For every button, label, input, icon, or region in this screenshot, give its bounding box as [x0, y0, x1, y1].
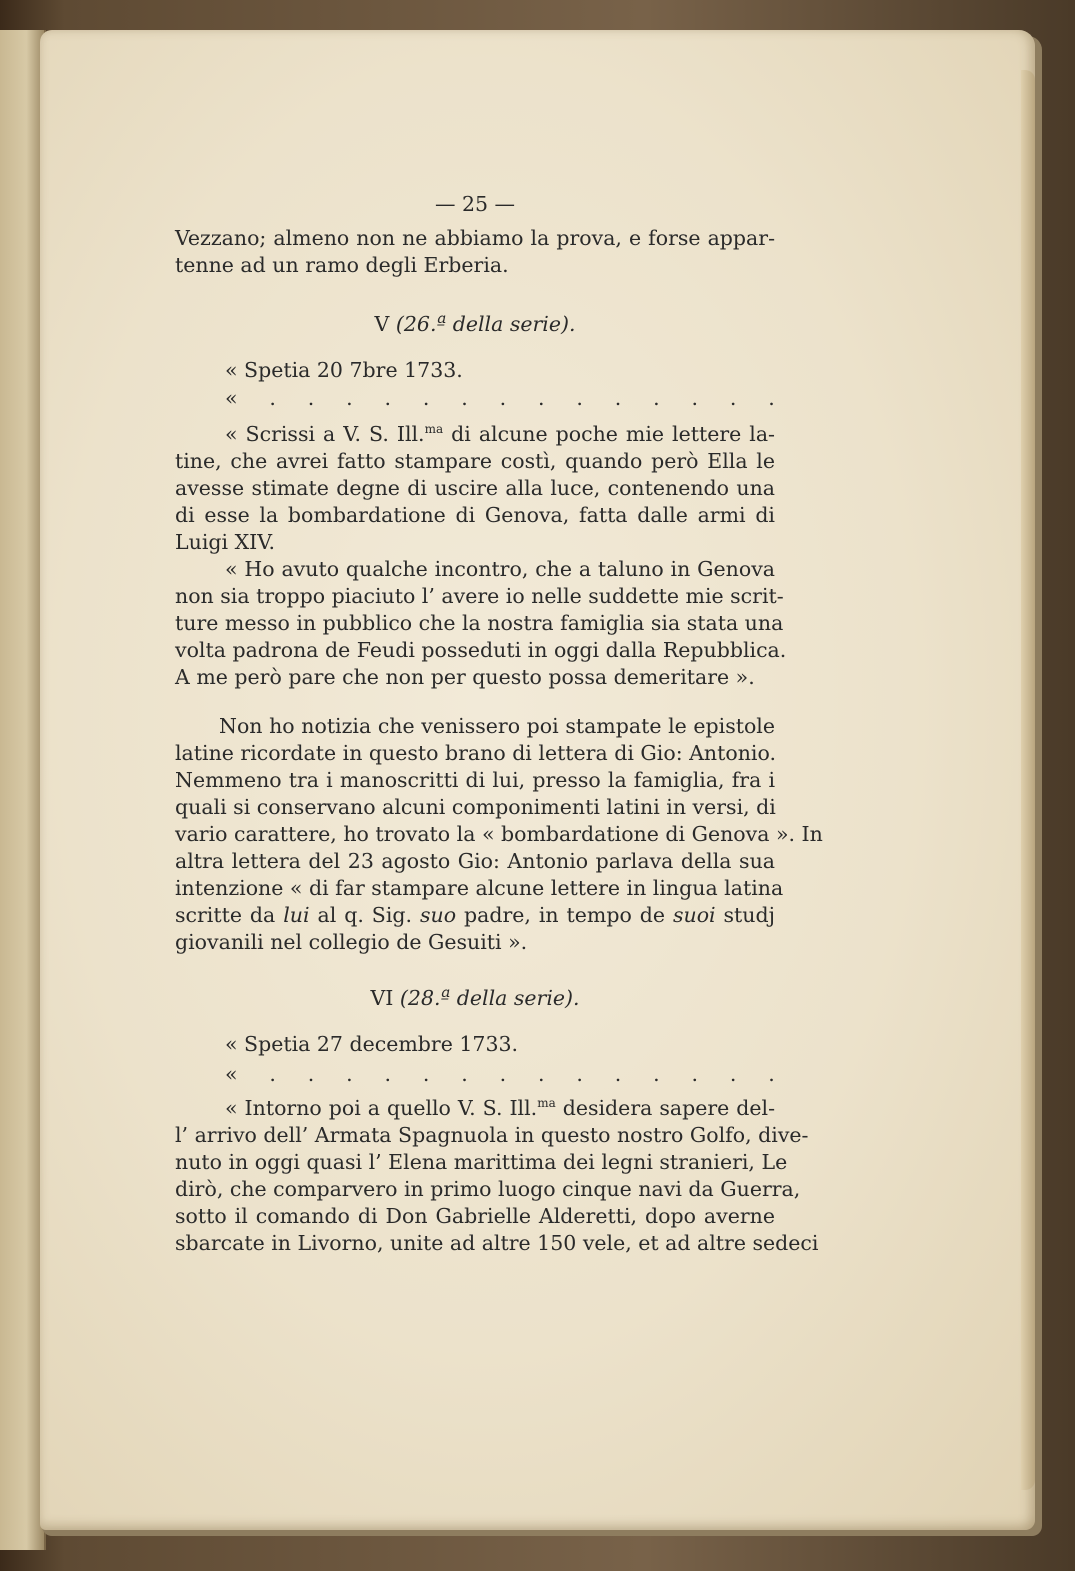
- text-line: giovanili nel collegio de Gesuiti ».: [175, 930, 528, 954]
- open-quote: «: [225, 386, 238, 410]
- open-quote: «: [225, 1062, 238, 1086]
- text-line: nuto in oggi quasi l’ Elena marittima dei legni stranieri, Le: [175, 1150, 788, 1174]
- section-heading-v: [175, 310, 775, 338]
- text-line: scritte da lui al q. Sig. suo padre, in tempo de suoi studj: [175, 903, 775, 927]
- text-line: latine ricordate in questo brano di lettera di Gio: Antonio.: [175, 741, 776, 765]
- heading-numeral: V: [374, 312, 390, 336]
- book-page: [40, 30, 1035, 1530]
- text-line: ture messo in pubblico che la nostra famiglia sia stata una: [175, 611, 784, 635]
- text-line: A me però pare che non per questo possa demeritare ».: [175, 665, 755, 689]
- text-line: Luigi XIV.: [175, 530, 275, 554]
- ellipsis-line: « . . . . . . . . . . . . . .: [225, 1062, 775, 1086]
- text-line: altra lettera del 23 agosto Gio: Antonio parlava della sua: [175, 849, 775, 873]
- dateline: « Spetia 20 7bre 1733.: [225, 358, 463, 382]
- text-line: sotto il comando di Don Gabrielle Alderetti, dopo averne: [175, 1204, 775, 1228]
- text-line: di esse la bombardatione di Genova, fatta dalle armi di: [175, 503, 775, 527]
- text-line: Vezzano; almeno non ne abbiamo la prova, e forse appar-: [175, 226, 775, 250]
- text-line: « Intorno poi a quello V. S. Ill.$^{ma}$ desidera sapere del-: [225, 1096, 775, 1120]
- text-line: intenzione « di far stampare alcune lettere in lingua latina: [175, 876, 784, 900]
- text-line: tine, che avrei fatto stampare costì, quando però Ella le: [175, 449, 775, 473]
- text-line: Nemmeno tra i manoscritti di lui, presso la famiglia, fra i: [175, 768, 775, 792]
- text-line: tenne ad un ramo degli Erberia.: [175, 253, 509, 277]
- section-heading-vi: [175, 984, 775, 1012]
- heading-numeral: VI: [370, 986, 394, 1010]
- ellipsis-line: « . . . . . . . . . . . . . .: [225, 386, 775, 410]
- text-line: non sia troppo piaciuto l’ avere io nelle suddette mie scrit-: [175, 584, 784, 608]
- text-line: « Scrissi a V. S. Ill.$^{ma}$ di alcune poche mie lettere la-: [225, 422, 775, 446]
- text-line: vario carattere, ho trovato la « bombardatione di Genova ». In: [175, 822, 823, 846]
- text-line: avesse stimate degne di uscire alla luce, contenendo una: [175, 476, 775, 500]
- text-line: dirò, che comparvero in primo luogo cinque navi da Guerra,: [175, 1177, 801, 1201]
- dateline: « Spetia 27 decembre 1733.: [225, 1032, 519, 1056]
- text-line: volta padrona de Feudi posseduti in oggi dalla Repubblica.: [175, 638, 787, 662]
- text-line: quali si conservano alcuni componimenti latini in versi, di: [175, 795, 776, 819]
- heading-italic: (28.ª della serie).: [399, 986, 580, 1010]
- page-number: — 25 —: [434, 192, 516, 216]
- text-line: l’ arrivo dell’ Armata Spagnuola in questo nostro Golfo, dive-: [175, 1123, 809, 1147]
- heading-italic: (26.ª della serie).: [395, 312, 576, 336]
- text-line: sbarcate in Livorno, unite ad altre 150 vele, et ad altre sedeci: [175, 1231, 819, 1255]
- page-fore-edge: [1021, 70, 1035, 1490]
- text-line: Non ho notizia che venissero poi stampate le epistole: [219, 714, 775, 738]
- text-line: « Ho avuto qualche incontro, che a taluno in Genova: [225, 557, 775, 581]
